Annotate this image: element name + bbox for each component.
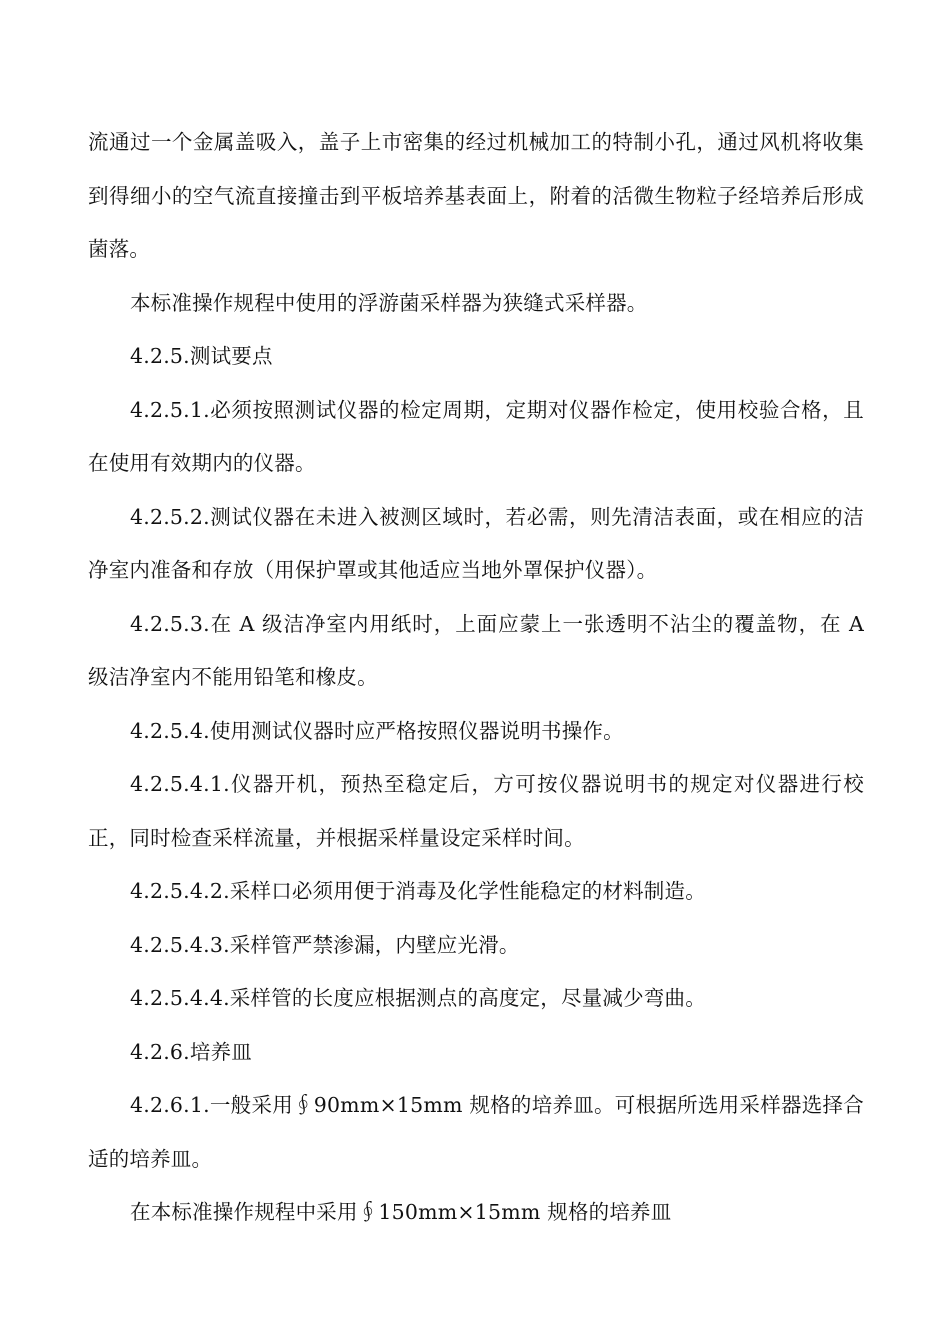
paragraph-4-2-5-4: 4.2.5.4.使用测试仪器时应严格按照仪器说明书操作。 [130,718,624,743]
paragraph-4-2-5-4-2: 4.2.5.4.2.采样口必须用便于消毒及化学性能稳定的材料制造。 [130,879,706,903]
paragraph-airflow-description: 流通过一个金属盖吸入，盖子上市密集的经过机械加工的特制小孔，通过风机将收集到得细小的空气流直接撞击到平板培养基表面上，附着的活微生物粒子经培养后形成菌落。 [88,130,864,261]
paragraph-petri-dish-spec: 在本标准操作规程中采用∮150mm×15mm 规格的培养皿 [130,1200,672,1224]
paragraph-4-2-5-2: 4.2.5.2.测试仪器在未进入被测区域时，若必需，则先清洁表面，或在相应的洁净室内准备和存放（用保护罩或其他适应当地外罩保护仪器）。 [88,504,864,582]
paragraph-4-2-5-4-1: 4.2.5.4.1.仪器开机，预热至稳定后，方可按仪器说明书的规定对仪器进行校正，同时检查采样流量，并根据采样量设定采样时间。 [88,772,864,850]
paragraph-4-2-5-4-4: 4.2.5.4.4.采样管的长度应根据测点的高度定，尽量减少弯曲。 [130,986,706,1010]
paragraph-4-2-5-1: 4.2.5.1.必须按照测试仪器的检定周期，定期对仪器作检定，使用校验合格，且在使用有效期内的仪器。 [88,397,864,475]
heading-4-2-6: 4.2.6.培养皿 [130,1039,252,1064]
document-body [88,116,864,1240]
paragraph-4-2-5-3: 4.2.5.3.在 A 级洁净室内用纸时，上面应蒙上一张透明不沾尘的覆盖物，在 A 级洁净室内不能用铅笔和橡皮。 [88,611,864,689]
paragraph-4-2-5-4-3: 4.2.5.4.3.采样管严禁渗漏，内壁应光滑。 [130,932,520,957]
paragraph-sampler-type: 本标准操作规程中使用的浮游菌采样器为狭缝式采样器。 [130,290,648,315]
heading-4-2-5: 4.2.5.测试要点 [130,344,273,368]
paragraph-4-2-6-1: 4.2.6.1.一般采用∮90mm×15mm 规格的培养皿。可根据所选用采样器选择合适的培养皿。 [88,1093,864,1171]
